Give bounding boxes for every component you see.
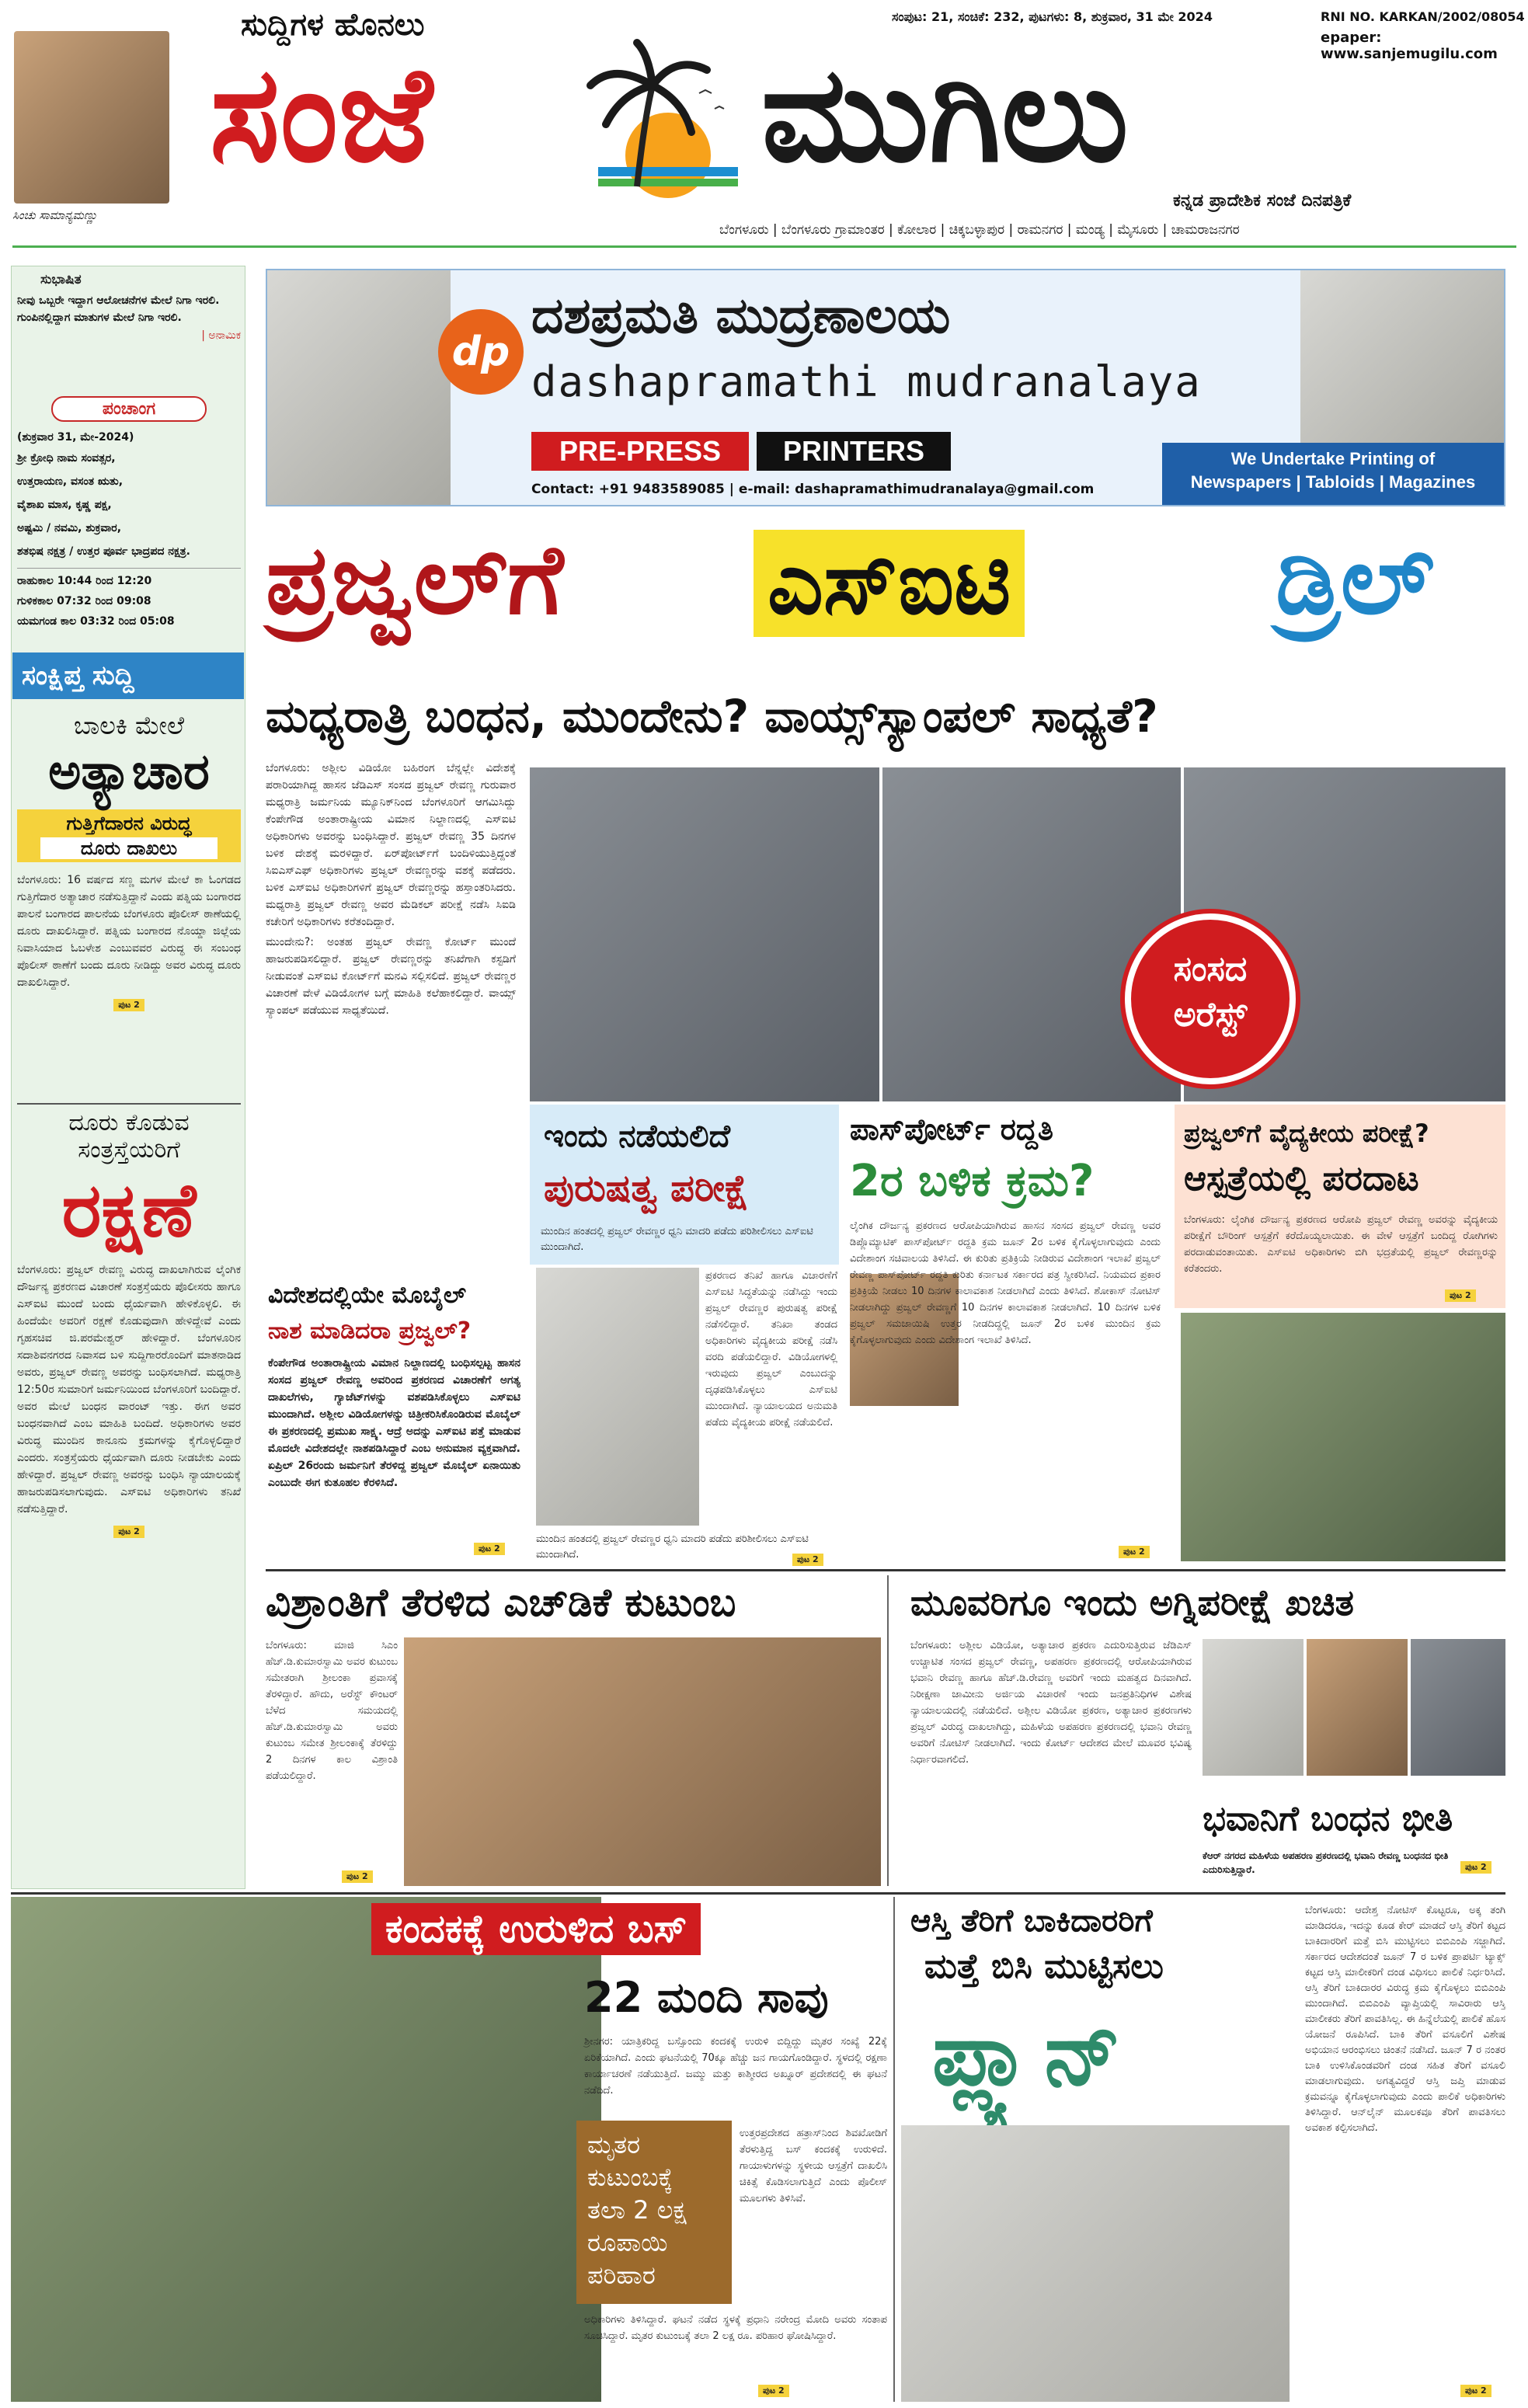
panchanga-date: (ಶುಕ್ರವಾರ 31, ಮೇ-2024) <box>17 431 134 444</box>
brief-divider <box>17 1103 241 1105</box>
fire-sub: ಭವಾನಿಗೆ ಬಂಧನ ಭೀತಿ <box>1203 1799 1453 1839</box>
editor-photo <box>14 31 169 204</box>
subhashita-title: ಸುಭಾಷಿತ <box>40 272 82 287</box>
lower-divider <box>11 1892 1505 1895</box>
brief1-deck-line1: ಗುತ್ತಿಗೆದಾರನ ವಿರುದ್ಧ <box>66 813 192 834</box>
bus-box-l1: ಮೃತರ <box>587 2130 641 2159</box>
editor-caption: ಸಿಂಚು ಸಾಮಾನ್ಯಮಣ್ಣು <box>12 208 98 222</box>
test-h2: ಪುರುಷತ್ವ ಪರೀಕ್ಷೆ <box>544 1167 750 1210</box>
ad-banner[interactable] <box>266 269 1505 506</box>
tax-h2: ಮತ್ತೆ ಬಿಸಿ ಮುಟ್ಟಿಸಲು <box>924 1947 1164 1986</box>
panchanga-title: ಪಂಚಾಂಗ <box>51 396 207 422</box>
bus-photo <box>11 1897 601 2402</box>
mobile-more[interactable]: ಪುಟ 2 <box>474 1543 505 1555</box>
tax-h3: ಪ್ಲ್ಯಾನ್ <box>932 2004 1122 2105</box>
masthead-tagline: ಸುದ್ದಿಗಳ ಹೊನಲು <box>241 6 425 43</box>
rni-number: RNI NO. KARKAN/2002/08054 <box>1321 9 1525 24</box>
bus-body-2: ಉತ್ತರಪ್ರದೇಶದ ಹತ್ರಾಸ್‌ನಿಂದ ಶಿವಖೋಡಿಗೆ ತೆರಳುತ್ತಿದ್ದ ಬಸ್ ಕಂದಕಕ್ಕೆ ಉರುಳಿದೆ. ಗಾಯಾಳುಗಳನ್ನು ಸ್ಥಳೀಯ ಆಸ್ಪತ್ರೆಗೆ ದಾಖಲಿಸಿ ಚಿಕಿತ್ಸೆ ಕೊಡಿಸಲಾಗುತ್ತಿದೆ ಎಂದು ಪೊಲೀಸ್ ಮೂಲಗಳು ತಿಳಿಸಿವೆ. <box>740 2128 887 2204</box>
ad-prepress: PRE-PRESS <box>531 432 749 471</box>
hdk-fire-divider <box>887 1575 889 1886</box>
test-lede-start: ಮುಂದಿನ ಹಂತದಲ್ಲಿ ಪ್ರಜ್ವಲ್ ರೇವಣ್ಣರ ಧ್ವನಿ ಮಾದರಿ ಪಡೆದು ಪರಿಶೀಲಿಸಲು ಎಸ್‌ಐಟಿ ಮುಂದಾಗಿದೆ. <box>541 1226 813 1253</box>
tax-more[interactable]: ಪುಟ 2 <box>1460 2385 1491 2397</box>
brief2-more[interactable]: ಪುಟ 2 <box>113 1526 144 1538</box>
panchanga-item: ವೈಶಾಖ ಮಾಸ, ಕೃಷ್ಣ ಪಕ್ಷ, <box>17 499 112 511</box>
bus-compensation-box <box>576 2121 732 2304</box>
brief1-kicker: ಬಾಲಕಿ ಮೇಲೆ <box>74 711 184 740</box>
rahukala: ರಾಹುಕಾಲ 10:44 ರಿಂದ 12:20 <box>17 575 152 587</box>
lead-h1: ಪ್ರಜ್ವಲ್‌ಗೆ <box>266 524 564 636</box>
ad-title-en: dashapramathi mudranalaya <box>531 357 1202 406</box>
masthead-title-right: ಮುಗಿಲು <box>761 38 1129 192</box>
brief2-kicker2: ಸಂತ್ರಸ್ತೆಯರಿಗೆ <box>78 1136 180 1164</box>
tax-h1: ಆಸ್ತಿ ತೆರಿಗೆ ಬಾಕಿದಾರರಿಗೆ <box>910 1903 1153 1939</box>
fire-sub-body: ಕೆಆರ್ ನಗರದ ಮಹಿಳೆಯ ಅಪಹರಣ ಪ್ರಕರಣದಲ್ಲಿ ಭವಾನಿ ರೇವಣ್ಣ ಬಂಧನದ ಭೀತಿ ಎದುರಿಸುತ್ತಿದ್ದಾರೆ. <box>1203 1850 1449 1875</box>
stamp-line2: ಅರೆಸ್ಟ್ <box>1173 995 1248 1035</box>
bus-box-l3: ತಲಾ 2 ಲಕ್ಷ <box>587 2195 687 2225</box>
passport-more[interactable]: ಪುಟ 2 <box>1119 1546 1150 1558</box>
lead-h3: ಡ್ರಿಲ್ <box>1276 524 1435 636</box>
lead-headline <box>266 522 1505 685</box>
fire-photo-2 <box>1307 1639 1408 1776</box>
hospital-h1: ಪ್ರಜ್ವಲ್‌ಗೆ ವೈದ್ಯಕೀಯ ಪರೀಕ್ಷೆ? <box>1184 1119 1429 1148</box>
ad-photo-right <box>1300 270 1504 443</box>
bus-box-l4: ರೂಪಾಯಿ <box>587 2228 668 2257</box>
masthead-logo-emblem <box>583 39 738 202</box>
subhashita-author: | ಅನಾಮಿಕ <box>201 329 241 342</box>
bus-body: ಶ್ರೀನಗರ: ಯಾತ್ರಿಕರಿದ್ದ ಬಸ್ಸೊಂದು ಕಂದಕಕ್ಕೆ ಉರುಳಿ ಬಿದ್ದಿದ್ದು ಮೃತರ ಸಂಖ್ಯೆ 22ಕ್ಕೆ ಏರಿಕೆಯಾಗಿದೆ. ಎಂದು ಘಟನೆಯಲ್ಲಿ 70ಕ್ಕೂ ಹೆಚ್ಚು ಜನ ಗಾಯಗೊಂಡಿದ್ದಾರೆ. ಸ್ಥಳದಲ್ಲಿ ರಕ್ಷಣಾ ಕಾರ್ಯಾಚರಣೆ ನಡೆಯುತ್ತಿದೆ. ಜಮ್ಮು ಮತ್ತು ಕಾಶ್ಮೀರದ ಅಖ್ನೂರ್ ಪ್ರದೇಶದಲ್ಲಿ ಈ ಘಟನೆ ನಡೆದಿದೆ. <box>584 2036 887 2097</box>
ad-right-box <box>1162 443 1504 505</box>
masthead-title-left: ಸಂಜೆ <box>210 38 433 192</box>
masthead-subtitle: ಕನ್ನಡ ಪ್ರಾದೇಶಿಕ ಸಂಜೆ ದಿನಪತ್ರಿಕೆ <box>1173 191 1352 211</box>
hdk-photo <box>404 1637 881 1886</box>
gulikakala: ಗುಳಿಕಕಾಲ 07:32 ರಿಂದ 09:08 <box>17 595 151 607</box>
arrest-stamp <box>1125 913 1296 1084</box>
bus-more[interactable]: ಪುಟ 2 <box>758 2385 789 2397</box>
lead-photo-1 <box>530 767 879 1101</box>
test-caption-bottom: ಮುಂದಿನ ಹಂತದಲ್ಲಿ ಪ್ರಜ್ವಲ್ ರೇವಣ್ಣರ ಧ್ವನಿ ಮಾದರಿ ಪಡೆದು ಪರಿಶೀಲಿಸಲು ಎಸ್‌ಐಟಿ ಮುಂದಾಗಿದೆ. <box>536 1533 809 1561</box>
ad-printers: PRINTERS <box>757 432 951 471</box>
masthead <box>0 0 1528 247</box>
ad-right-line2: Newspapers | Tabloids | Magazines <box>1190 472 1476 492</box>
fire-photo-3 <box>1411 1639 1505 1776</box>
panchanga-box <box>17 396 241 628</box>
tax-photo <box>901 2125 1290 2402</box>
panchanga-item: ಅಷ್ಟಮಿ / ನವಮಿ, ಶುಕ್ರವಾರ, <box>17 522 122 534</box>
bus-tax-divider <box>893 1897 895 2402</box>
yamaganda: ಯಮಗಂಡ ಕಾಲ 03:32 ರಿಂದ 05:08 <box>17 615 175 628</box>
ad-contact: Contact: +91 9483589085 | e-mail: dashapramathimudranalaya@gmail.com <box>531 482 1095 497</box>
mobile-h1: ವಿದೇಶದಲ್ಲಿಯೇ ಮೊಬೈಲ್ <box>268 1282 466 1309</box>
brief1-deck-line2: ದೂರು ದಾಖಲು <box>40 837 218 859</box>
brief2-kicker1: ದೂರು ಕೊಡುವ <box>68 1109 190 1136</box>
fire-headline: ಮೂವರಿಗೂ ಇಂದು ಅಗ್ನಿಪರೀಕ್ಷೆ ಖಚಿತ <box>910 1582 1354 1623</box>
passport-h2: 2ರ ಬಳಿಕ ಕ್ರಮ? <box>850 1156 1095 1206</box>
brief1-deck <box>17 809 241 862</box>
lead-body-text-2: ಮುಂದೇನು?: ಅಂತಹ ಪ್ರಜ್ವಲ್ ರೇವಣ್ಣ ಕೋರ್ಟ್ ಮುಂದೆ ಹಾಜರುಪಡಿಸಲಿದ್ದಾರೆ. ಪ್ರಜ್ವಲ್ ರೇವಣ್ಣರನ್ನು ತನಿಖೆಗಾಗಿ ಕಸ್ಟಡಿಗೆ ನೀಡುವಂತೆ ಎಸ್‌ಐಟಿ ಕೋರ್ಟ್‌ಗೆ ಮನವಿ ಸಲ್ಲಿಸಲಿದೆ. ಪ್ರಜ್ವಲ್ ರೇವಣ್ಣರ ವಿಚಾರಣೆ ವೇಳೆ ವಿಡಿಯೋಗಳ ಬಗ್ಗೆ ಮಾಹಿತಿ ಕಲೆಹಾಕಲಿದ್ದಾರೆ. ವಾಯ್ಸ್ ಸ್ಯಾಂಪಲ್ ಪಡೆಯುವ ಸಾಧ್ಯತೆಯಿದೆ. <box>266 936 516 1017</box>
bus-box-l2: ಕುಟುಂಬಕ್ಕೆ <box>587 2163 674 2192</box>
passport-h1: ಪಾಸ್‌ಪೋರ್ಟ್ ರದ್ದತಿ <box>850 1112 1054 1147</box>
mid-divider <box>266 1569 1505 1571</box>
regions-strip: ಬೆಂಗಳೂರು | ಬೆಂಗಳೂರು ಗ್ರಾಮಾಂತರ | ಕೋಲಾರ | ಚಿಕ್ಕಬಳ್ಳಾಪುರ | ರಾಮನಗರ | ಮಂಡ್ಯ | ಮೈಸೂರು | ಚಾಮರಾಜನಗರ <box>719 222 1240 238</box>
hdk-more[interactable]: ಪುಟ 2 <box>342 1870 373 1883</box>
subhashita-text: ನೀವು ಒಬ್ಬರೇ ಇದ್ದಾಗ ಆಲೋಚನೆಗಳ ಮೇಲೆ ನಿಗಾ ಇರಲಿ. ಗುಂಪಿನಲ್ಲಿದ್ದಾಗ ಮಾತುಗಳ ಮೇಲೆ ನಿಗಾ ಇರಲಿ. <box>17 294 220 324</box>
hospital-h2: ಆಸ್ಪತ್ರೆಯಲ್ಲಿ ಪರದಾಟ <box>1184 1159 1419 1199</box>
subhashita-box <box>17 272 241 342</box>
passport-body: ಲೈಂಗಿಕ ದೌರ್ಜನ್ಯ ಪ್ರಕರಣದ ಆರೋಪಿಯಾಗಿರುವ ಹಾಸನ ಸಂಸದ ಪ್ರಜ್ವಲ್ ರೇವಣ್ಣ ಅವರ ಡಿಪ್ಲೊಮ್ಯಾಟಿಕ್ ಪಾಸ್‌ಪೋರ್ಟ್ ರದ್ದತಿ ಕ್ರಮ ಜೂನ್ 2ರ ಬಳಿಕ ಕೈಗೊಳ್ಳಲಾಗುವುದು ಎಂದು ವಿದೇಶಾಂಗ ಸಚಿವಾಲಯ ತಿಳಿಸಿದೆ. ಈ ಕುರಿತು ಪ್ರತಿಕ್ರಿಯೆ ನೀಡಿರುವ ವಿದೇಶಾಂಗ ಇಲಾಖೆ ಪ್ರಜ್ವಲ್ ರೇವಣ್ಣ ಪಾಸ್‌ಪೋರ್ಟ್ ರದ್ದತಿ ಕುರಿತು ಕರ್ನಾಟಕ ಸರ್ಕಾರದ ಪತ್ರ ಸ್ವೀಕರಿಸಿದೆ. ನಿಯಮದ ಪ್ರಕಾರ ಪ್ರತಿಕ್ರಿಯೆ ನೀಡಲು 10 ದಿನಗಳ ಕಾಲಾವಕಾಶ ನೀಡಲಾಗಿದೆ ಎಂದು ತಿಳಿಸಿದೆ. ಶೋಕಾಸ್ ನೋಟಿಸ್ ನೀಡಲಾಗಿದ್ದು ಪ್ರಜ್ವಲ್ ರೇವಣ್ಣಗೆ 10 ದಿನಗಳ ಕಾಲಾವಕಾಶ ನೀಡಲಾಗಿದೆ. 10 ದಿನಗಳ ಬಳಿಕ ಪ್ರಜ್ವಲ್ ಸಮಜಾಯಿಷಿ ಉತ್ತರ ನೀಡದಿದ್ದಲ್ಲಿ ಜೂನ್ 2ರ ಬಳಿಕ ಮುಂದಿನ ಕ್ರಮ ಕೈಗೊಳ್ಳಲಾಗುವುದು ಎಂದು ವಿದೇಶಾಂಗ ಇಲಾಖೆ ತಿಳಿಸಿದೆ. <box>850 1220 1161 1346</box>
bus-h2: 22 ಮಂದಿ ಸಾವು <box>584 1973 829 2022</box>
hospital-body: ಬೆಂಗಳೂರು: ಲೈಂಗಿಕ ದೌರ್ಜನ್ಯ ಪ್ರಕರಣದ ಆರೋಪಿ ಪ್ರಜ್ವಲ್ ರೇವಣ್ಣ ಅವರನ್ನು ವೈದ್ಯಕೀಯ ಪರೀಕ್ಷೆಗೆ ಬೌರಿಂಗ್ ಆಸ್ಪತ್ರೆಗೆ ಕರೆದೊಯ್ಯಲಾಯಿತು. ಈ ವೇಳೆ ಆಸ್ಪತ್ರೆಗೆ ಬಂದಿದ್ದ ರೋಗಿಗಳು ಪರದಾಡುವಂತಾಯಿತು. ಎಸ್‌ಐಟಿ ಅಧಿಕಾರಿಗಳು ಬಿಗಿ ಭದ್ರತೆಯಲ್ಲಿ ಪ್ರಜ್ವಲ್ ರೇವಣ್ಣರನ್ನು ಕರೆತಂದರು. <box>1184 1214 1498 1275</box>
masthead-rule <box>12 245 1516 248</box>
brief1-body: ಬೆಂಗಳೂರು: 16 ವರ್ಷದ ಸಣ್ಣ ಮಗಳ ಮೇಲೆ ಕಾ ಓಂಗಡದ ಗುತ್ತಿಗೆದಾರ ಅತ್ಯಾಚಾರ ನಡೆಸುತ್ತಿದ್ದಾನೆ ಎಂದು ಪತ್ನಿಯ ಬಂಗಾರದ ಪಾಲನೆ ಬಂಗಾರದ ಪಾಲನೆಯ ಬೆಂಗಳೂರು ಪೊಲೀಸ್ ಠಾಣೆಯಲ್ಲಿ ದೂರು ದಾಖಲಿಸಿದ್ದಾರೆ. ಪತ್ನಿಯ ಬಂಗಾರದ ನೊಯ್ಡಾ ಜಿಲ್ಲೆಯ ನಿವಾಸಿಯಾದ ಓಬಳೇಶ ಎಂಬುವವರ ವಿರುದ್ಧ ಈ ಸಂಬಂಧ ಪೊಲೀಸ್ ಠಾಣೆಗೆ ಬಂದು ದೂರು ನೀಡಿದ್ದು ಅವರ ವಿರುದ್ಧ ದೂರು ದಾಖಲಿಸಿದ್ದಾರೆ. <box>17 874 241 989</box>
ad-title-kn: ದಶಪ್ರಮತಿ ಮುದ್ರಣಾಲಯ <box>531 287 951 345</box>
test-body: ಪ್ರಕರಣದ ತನಿಖೆ ಹಾಗೂ ವಿಚಾರಣೆಗೆ ಎಸ್ಐಟಿ ಸಿದ್ಧತೆಯನ್ನು ನಡೆಸಿದ್ದು ಇಂದು ಪ್ರಜ್ವಲ್ ರೇವಣ್ಣರ ಪುರುಷತ್ವ ಪರೀಕ್ಷೆ ನಡೆಸಲಿದ್ದಾರೆ. ತನಿಖಾ ತಂಡದ ಅಧಿಕಾರಿಗಳು ವೈದ್ಯಕೀಯ ಪರೀಕ್ಷೆ ನಡೆಸಿ ವರದಿ ಪಡೆಯಲಿದ್ದಾರೆ. ವಿಡಿಯೋಗಳಲ್ಲಿ ಇರುವುದು ಪ್ರಜ್ವಲ್ ಎಂಬುದನ್ನು ದೃಢಪಡಿಸಿಕೊಳ್ಳಲು ಎಸ್‌ಐಟಿ ಮುಂದಾಗಿದೆ. ನ್ಯಾಯಾಲಯದ ಅನುಮತಿ ಪಡೆದು ವೈದ್ಯಕೀಯ ಪರೀಕ್ಷೆ ನಡೆಯಲಿದೆ. <box>705 1270 837 1428</box>
brief1-more[interactable]: ಪುಟ 2 <box>113 999 144 1011</box>
issue-info: ಸಂಪುಟ: 21, ಸಂಚಿಕೆ: 232, ಪುಟಗಳು: 8, ಶುಕ್ರವಾರ, 31 ಮೇ 2024 <box>892 9 1213 24</box>
brief-news-header: ಸಂಕ್ಷಿಪ್ತ ಸುದ್ದಿ <box>12 652 244 699</box>
ad-photo-left <box>267 270 451 505</box>
hdk-body: ಬೆಂಗಳೂರು: ಮಾಜಿ ಸಿಎಂ ಹೆಚ್.ಡಿ.ಕುಮಾರಸ್ವಾಮಿ ಅವರ ಕುಟುಂಬ ಸಮೇತರಾಗಿ ಶ್ರೀಲಂಕಾ ಪ್ರವಾಸಕ್ಕೆ ತೆರಳಿದ್ದಾರೆ. ಹೌದು, ಅರೆಸ್ಟ್ ಕೌಂಟರ್ ಬೆಳೆದ ಸಮಯದಲ್ಲಿ ಹೆಚ್.ಡಿ.ಕುಮಾರಸ್ವಾಮಿ ಅವರು ಕುಟುಂಬ ಸಮೇತ ಶ್ರೀಲಂಕಾಕ್ಕೆ ತೆರಳಿದ್ದು 2 ದಿನಗಳ ಕಾಲ ವಿಶ್ರಾಂತಿ ಪಡೆಯಲಿದ್ದಾರೆ. <box>266 1640 398 1782</box>
bus-box-l5: ಪರಿಹಾರ <box>587 2260 656 2290</box>
test-h1: ಇಂದು ನಡೆಯಲಿದೆ <box>544 1119 731 1154</box>
lead-body-text: ಬೆಂಗಳೂರು: ಅಶ್ಲೀಲ ವಿಡಿಯೋ ಬಹಿರಂಗ ಬೆನ್ನಲ್ಲೇ ವಿದೇಶಕ್ಕೆ ಪರಾರಿಯಾಗಿದ್ದ ಹಾಸನ ಜೆಡಿಎಸ್ ಸಂಸದ ಪ್ರಜ್ವಲ್ ರೇವಣ್ಣ ಗುರುವಾರ ಮಧ್ಯರಾತ್ರಿ ಜರ್ಮನಿಯ ಮ್ಯೂನಿಕ್‌ನಿಂದ ಬೆಂಗಳೂರಿಗೆ ಆಗಮಿಸಿದ್ದು ಕೆಂಪೇಗೌಡ ಅಂತಾರಾಷ್ಟ್ರೀಯ ವಿಮಾನ ನಿಲ್ದಾಣದಲ್ಲಿ ಎಸ್‌ಐಟಿ ಅಧಿಕಾರಿಗಳು ಅವರನ್ನು ಬಂಧಿಸಿದ್ದಾರೆ. ಪ್ರಜ್ವಲ್ ರೇವಣ್ಣ 35 ದಿನಗಳ ಬಳಿಕ ದೇಶಕ್ಕೆ ಮರಳಿದ್ದಾರೆ. ಏರ್‌ಪೋರ್ಟ್‌ಗೆ ಬಂದಿಳಿಯುತ್ತಿದ್ದಂತೆ ಸಿಐಎಸ್‌ಎಫ್ ಅಧಿಕಾರಿಗಳು ಪ್ರಜ್ವಲ್ ರೇವಣ್ಣರನ್ನು ವಶಕ್ಕೆ ಪಡೆದರು. ಬಳಿಕ ಎಸ್‌ಐಟಿ ಅಧಿಕಾರಿಗಳಿಗೆ ಪ್ರಜ್ವಲ್ ರೇವಣ್ಣರನ್ನು ಹಸ್ತಾಂತರಿಸಿದರು. ಮಧ್ಯರಾತ್ರಿ ಪ್ರಜ್ವಲ್ ರೇವಣ್ಣ ಅವರ ಮೆಡಿಕಲ್ ಪರೀಕ್ಷೆ ನಡೆಸಿ ಸಿಐಡಿ ಕಚೇರಿಗೆ ಅಧಿಕಾರಿಗಳು ಕರೆತಂದಿದ್ದಾರೆ. <box>266 762 516 928</box>
brief-story-2 <box>17 1109 241 1538</box>
bus-body-3: ಅಧಿಕಾರಿಗಳು ತಿಳಿಸಿದ್ದಾರೆ. ಘಟನೆ ನಡೆದ ಸ್ಥಳಕ್ಕೆ ಪ್ರಧಾನಿ ನರೇಂದ್ರ ಮೋದಿ ಅವರು ಸಂತಾಪ ಸೂಚಿಸಿದ್ದಾರೆ. ಮೃತರ ಕುಟುಂಬಕ್ಕೆ ತಲಾ 2 ಲಕ್ಷ ರೂ. ಪರಿಹಾರ ಘೋಷಿಸಿದ್ದಾರೆ. <box>584 2314 887 2342</box>
mobile-h2: ನಾಶ ಮಾಡಿದರಾ ಪ್ರಜ್ವಲ್? <box>268 1317 472 1345</box>
brief2-headline: ರಕ್ಷಣೆ <box>61 1167 197 1254</box>
fire-photo-1 <box>1203 1639 1303 1776</box>
epaper-url[interactable]: epaper: www.sanjemugilu.com <box>1321 30 1498 62</box>
ad-right-line1: We Undertake Printing of <box>1230 449 1436 468</box>
panchanga-item: ಶ್ರೀ ಕ್ರೋಧಿ ನಾಮ ಸಂವತ್ಸರ, <box>17 452 116 465</box>
mobile-body: ಕೆಂಪೇಗೌಡ ಅಂತಾರಾಷ್ಟ್ರೀಯ ವಿಮಾನ ನಿಲ್ದಾಣದಲ್ಲಿ ಬಂಧಿಸಲ್ಪಟ್ಟ ಹಾಸನ ಸಂಸದ ಪ್ರಜ್ವಲ್ ರೇವಣ್ಣ ಅವರಿಂದ ಪ್ರಕರಣದ ವಿಚಾರಣೆಗೆ ಅಗತ್ಯ ದಾಖಲೆಗಳು, ಗ್ಯಾಜೆಟ್‌ಗಳನ್ನು ವಶಪಡಿಸಿಕೊಳ್ಳಲು ಎಸ್‌ಐಟಿ ಮುಂದಾಗಿದೆ. ಅಶ್ಲೀಲ ವಿಡಿಯೋಗಳನ್ನು ಚಿತ್ರೀಕರಿಸಿಕೊಂಡಿರುವ ಮೊಬೈಲ್ ಈ ಪ್ರಕರಣದಲ್ಲಿ ಪ್ರಮುಖ ಸಾಕ್ಷ್ಯ. ಆದ್ರೆ ಅದನ್ನು ಎಸ್‌ಐಟಿ ಪತ್ತೆ ಮಾಡುವ ಮೊದಲೇ ವಿದೇಶದಲ್ಲೇ ನಾಶಪಡಿಸಿದ್ದಾರೆ ಎಂಬ ಅನುಮಾನ ವ್ಯಕ್ತವಾಗಿದೆ. ಏಪ್ರಿಲ್ 26ರಂದು ಜರ್ಮನಿಗೆ ತೆರಳಿದ್ದ ಪ್ರಜ್ವಲ್ ಮೊಬೈಲ್ ಏನಾಯಿತು ಎಂಬುದೇ ಈಗ ಕುತೂಹಲ ಕೆರಳಿಸಿದೆ. <box>268 1357 520 1489</box>
brief-story-1 <box>17 711 241 1011</box>
brief2-body: ಬೆಂಗಳೂರು: ಪ್ರಜ್ವಲ್ ರೇವಣ್ಣ ವಿರುದ್ಧ ದಾಖಲಾಗಿರುವ ಲೈಂಗಿಕ ದೌರ್ಜನ್ಯ ಪ್ರಕರಣದ ವಿಚಾರಣೆ ಸಂತ್ರಸ್ತೆಯರು ಪೊಲೀಸರು ಹಾಗೂ ಎಸ್‌ಐಟಿ ಮುಂದೆ ಬಂದು ಧೈರ್ಯವಾಗಿ ಹೇಳಿಕೊಳ್ಳಲಿ. ಈ ಹಿಂದೆಯೇ ಅವರಿಗೆ ರಕ್ಷಣೆ ಕೊಡುವುದಾಗಿ ಹೇಳಿದ್ದೇವೆ ಎಂದು ಗೃಹಸಚಿವ ಜಿ.ಪರಮೇಶ್ವರ್ ಹೇಳಿದ್ದಾರೆ. ಬೆಂಗಳೂರಿನ ಸದಾಶಿವನಗರದ ನಿವಾಸದ ಬಳಿ ಸುದ್ದಿಗಾರರೊಂದಿಗೆ ಮಾತನಾಡಿದ ಅವರು, ಪ್ರಜ್ವಲ್ ರೇವಣ್ಣ ಅವರನ್ನು ಬಂಧಿಸಲಾಗಿದೆ. ಮಧ್ಯರಾತ್ರಿ 12:50ರ ಸುಮಾರಿಗೆ ಜರ್ಮನಿಯಿಂದ ಬೆಂಗಳೂರಿಗೆ ಬಂದಿದ್ದಾರೆ. ಅವರ ಮೇಲೆ ಬಂಧನ ವಾರಂಟ್ ಇತ್ತು. ಈಗ ಅವರ ಬಂಧನವಾಗಿದೆ ಎಂಬ ಮಾಹಿತಿ ಬಂದಿದೆ. ಅಧಿಕಾರಿಗಳು ಅವರ ವಿರುದ್ಧ ಮುಂದಿನ ಕಾನೂನು ಕ್ರಮಗಳನ್ನು ಕೈಗೊಳ್ಳಲಿದ್ದಾರೆ ಎಂದರು. ಸಂತ್ರಸ್ತೆಯರು ಧೈರ್ಯವಾಗಿ ದೂರು ನೀಡಬೇಕು ಎಂದು ಹೇಳಿದ್ದಾರೆ. ಪ್ರಜ್ವಲ್ ರೇವಣ್ಣ ಅವರನ್ನು ಬಂಧಿಸಿ ನ್ಯಾಯಾಲಯಕ್ಕೆ ಹಾಜರುಪಡಿಸಲಾಗುವುದು. ಎಸ್‌ಐಟಿ ಅಧಿಕಾರಿಗಳು ತನಿಖೆ ನಡೆಸುತ್ತಿದ್ದಾರೆ. <box>17 1264 241 1515</box>
test-more[interactable]: ಪುಟ 2 <box>792 1554 823 1566</box>
lead-deck: ಮಧ್ಯರಾತ್ರಿ ಬಂಧನ, ಮುಂದೇನು? ವಾಯ್ಸ್‌ಸ್ಯಾಂಪಲ್ ಸಾಧ್ಯತೆ? <box>266 690 1158 743</box>
tax-body: ಬೆಂಗಳೂರು: ಆದೇಶ್ತ ನೋಟಿಸ್ ಕೊಟ್ಟರೂ, ಅಕ್ಕ ತಂಗಿ ಮಾಡಿದರೂ, ಇದನ್ನು ಕೂಡ ಕೇರ್ ಮಾಡದೆ ಆಸ್ತಿ ತೆರಿಗೆ ಕಟ್ಟದ ಬಾಕಿದಾರರಿಗೆ ಮತ್ತೆ ಬಿಸಿ ಮುಟ್ಟಿಸಲು ಬಿಬಿಎಂಪಿ ಸಜ್ಜಾಗಿದೆ. ಸರ್ಕಾರದ ಆದೇಶದಂತೆ ಜೂನ್ 7 ರ ಬಳಿಕ ಪ್ರಾಪರ್ಟಿ ಟ್ಯಾಕ್ಸ್ ಕಟ್ಟದ ಆಸ್ತಿ ಮಾಲೀಕರಿಗೆ ದಂಡ ವಿಧಿಸಲು ಪಾಲಿಕೆ ನಿರ್ಧರಿಸಿದೆ. ಆಸ್ತಿ ತೆರಿಗೆ ಬಾಕಿದಾರರ ವಿರುದ್ಧ ಕ್ರಮ ಕೈಗೊಳ್ಳಲು ಬಿಬಿಎಂಪಿ ಮುಂದಾಗಿದೆ. ಬಿಬಿಎಂಪಿ ವ್ಯಾಪ್ತಿಯಲ್ಲಿ ಸಾವಿರಾರು ಆಸ್ತಿ ಮಾಲೀಕರು ತೆರಿಗೆ ಪಾವತಿಸಿಲ್ಲ. ಈ ಹಿನ್ನೆಲೆಯಲ್ಲಿ ಪಾಲಿಕೆ ಹೊಸ ಯೋಜನೆ ರೂಪಿಸಿದೆ. ಬಾಕಿ ತೆರಿಗೆ ವಸೂಲಿಗೆ ವಿಶೇಷ ಅಭಿಯಾನ ಆರಂಭಿಸಲು ಚಿಂತನೆ ನಡೆಸಿದೆ. ಜೂನ್ 7 ರ ನಂತರ ಬಾಕಿ ಉಳಿಸಿಕೊಂಡವರಿಗೆ ದಂಡ ಸಹಿತ ತೆರಿಗೆ ವಸೂಲಿ ಮಾಡಲಾಗುವುದು. ಅಗತ್ಯವಿದ್ದರೆ ಆಸ್ತಿ ಜಪ್ತಿ ಮಾಡುವ ಕ್ರಮವನ್ನೂ ಕೈಗೊಳ್ಳಲಾಗುವುದು ಎಂದು ಪಾಲಿಕೆ ಅಧಿಕಾರಿಗಳು ತಿಳಿಸಿದ್ದಾರೆ. ಆನ್‌ಲೈನ್ ಮೂಲಕವೂ ತೆರಿಗೆ ಪಾವತಿಸಲು ಅವಕಾಶ ಕಲ್ಪಿಸಲಾಗಿದೆ. <box>1305 1905 1505 2134</box>
ad-logo: dp <box>438 309 524 395</box>
lead-body <box>266 760 516 1019</box>
fire-more[interactable]: ಪುಟ 2 <box>1460 1861 1491 1874</box>
brief1-headline: ಅತ್ಯಾಚಾರ <box>48 743 210 801</box>
hospital-photo <box>1181 1313 1505 1561</box>
hospital-more[interactable]: ಪುಟ 2 <box>1445 1289 1476 1302</box>
bus-h1: ಕಂದಕಕ್ಕೆ ಉರುಳಿದ ಬಸ್ <box>371 1903 701 1955</box>
lead-photo-2 <box>882 767 1181 1101</box>
fire-body: ಬೆಂಗಳೂರು: ಅಶ್ಲೀಲ ವಿಡಿಯೋ, ಅತ್ಯಾಚಾರ ಪ್ರಕರಣ ಎದುರಿಸುತ್ತಿರುವ ಜೆಡಿಎಸ್ ಉಚ್ಚಾಟಿತ ಸಂಸದ ಪ್ರಜ್ವಲ್ ರೇವಣ್ಣ, ಅಪಹರಣ ಪ್ರಕರಣದಲ್ಲಿ ಆರೋಪಿಯಾಗಿರುವ ಭವಾನಿ ರೇವಣ್ಣ ಹಾಗೂ ಹೆಚ್.ಡಿ.ರೇವಣ್ಣ ಅವರಿಗೆ ಇಂದು ಮಹತ್ವದ ದಿನವಾಗಿದೆ. ನಿರೀಕ್ಷಣಾ ಜಾಮೀನು ಅರ್ಜಿಯ ವಿಚಾರಣೆ ಇಂದು ಜನಪ್ರತಿನಿಧಿಗಳ ವಿಶೇಷ ನ್ಯಾಯಾಲಯದಲ್ಲಿ ನಡೆಯಲಿದೆ. ಅಶ್ಲೀಲ ವಿಡಿಯೋ ಪ್ರಕರಣ, ಅತ್ಯಾಚಾರ ಪ್ರಕರಣಗಳು ಪ್ರಜ್ವಲ್ ವಿರುದ್ಧ ದಾಖಲಾಗಿದ್ದು, ಮಹಿಳೆಯ ಅಪಹರಣ ಪ್ರಕರಣದಲ್ಲಿ ಭವಾನಿ ರೇವಣ್ಣ ಅವರಿಗೆ ನೋಟಿಸ್ ನೀಡಲಾಗಿದೆ. ಇಂದು ಕೋರ್ಟ್ ಆದೇಶದ ಮೇಲೆ ಮೂವರ ಭವಿಷ್ಯ ನಿರ್ಧಾರವಾಗಲಿದೆ. <box>910 1640 1192 1766</box>
stamp-line1: ಸಂಸದ <box>1173 949 1248 989</box>
hdk-headline: ವಿಶ್ರಾಂತಿಗೆ ತೆರಳಿದ ಎಚ್‌ಡಿಕೆ ಕುಟುಂಬ <box>266 1580 736 1625</box>
panchanga-item: ಶತಭಿಷ ನಕ್ಷತ್ರ / ಉತ್ತರ ಪೂರ್ವ ಭಾದ್ರಪದ ನಕ್ಷತ್ರ. <box>17 545 190 558</box>
test-photo <box>536 1268 699 1526</box>
panchanga-item: ಉತ್ತರಾಯಣ, ವಸಂತ ಋತು, <box>17 475 124 488</box>
lead-h2: ಎಸ್‌ಐಟಿ <box>754 530 1025 637</box>
